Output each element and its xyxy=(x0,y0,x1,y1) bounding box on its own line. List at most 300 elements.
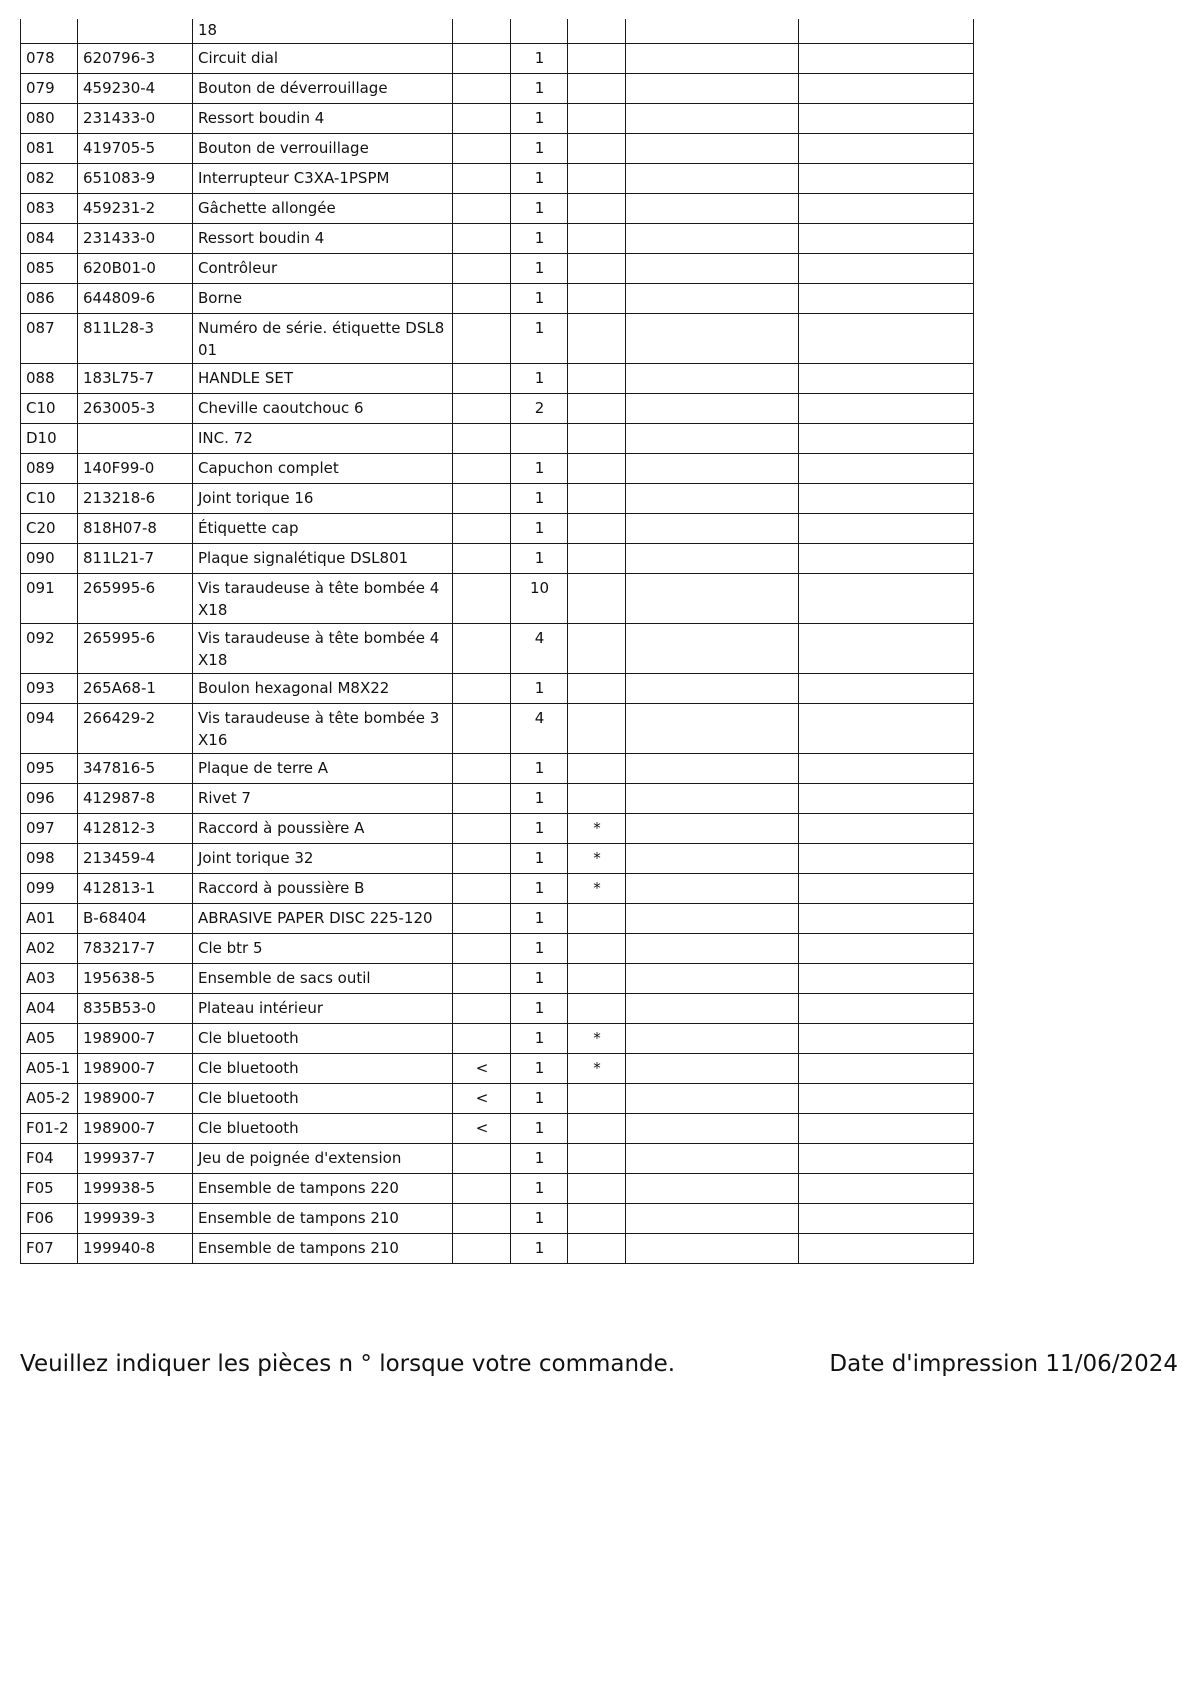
note-mark-cell xyxy=(568,1113,626,1143)
reference-cell: 412987-8 xyxy=(78,783,193,813)
reference-cell: 213459-4 xyxy=(78,843,193,873)
print-date: Date d'impression 11/06/2024 xyxy=(829,1351,1178,1377)
table-row xyxy=(21,1053,974,1083)
reference-cell: 783217-7 xyxy=(78,933,193,963)
empty-cell xyxy=(626,423,799,453)
empty-cell xyxy=(799,673,974,703)
part-number-cell: 081 xyxy=(21,133,78,163)
description-cell: Raccord à poussière A xyxy=(193,813,453,843)
description-cell: Plaque signalétique DSL801 xyxy=(193,543,453,573)
part-number-cell: A02 xyxy=(21,933,78,963)
empty-cell xyxy=(626,813,799,843)
empty-cell xyxy=(626,933,799,963)
empty-cell xyxy=(626,453,799,483)
note-mark-cell: * xyxy=(568,1053,626,1083)
empty-cell xyxy=(799,73,974,103)
description-cell: INC. 72 xyxy=(193,423,453,453)
empty-cell xyxy=(799,903,974,933)
part-number-cell: 088 xyxy=(21,363,78,393)
quantity-cell: 1 xyxy=(511,223,568,253)
note-mark-cell xyxy=(568,453,626,483)
part-number-cell: 091 xyxy=(21,573,78,623)
empty-cell xyxy=(799,873,974,903)
quantity-cell: 1 xyxy=(511,993,568,1023)
empty-cell xyxy=(799,1113,974,1143)
empty-cell xyxy=(799,423,974,453)
quantity-cell: 4 xyxy=(511,623,568,673)
quantity-cell: 1 xyxy=(511,483,568,513)
table-row xyxy=(21,283,974,313)
part-number-cell: F06 xyxy=(21,1203,78,1233)
description-cell: Vis taraudeuse à tête bombée 3X16 xyxy=(193,703,453,753)
substitution-cell xyxy=(453,783,511,813)
note-mark-cell xyxy=(568,133,626,163)
quantity-cell: 1 xyxy=(511,133,568,163)
part-number-cell: 087 xyxy=(21,313,78,363)
empty-cell xyxy=(799,163,974,193)
empty-cell xyxy=(799,223,974,253)
description-cell: Bouton de verrouillage xyxy=(193,133,453,163)
note-mark-cell xyxy=(568,163,626,193)
table-row xyxy=(21,133,974,163)
description-cell: Vis taraudeuse à tête bombée 4X18 xyxy=(193,623,453,673)
substitution-cell xyxy=(453,873,511,903)
note-mark-cell xyxy=(568,19,626,43)
note-mark-cell xyxy=(568,1203,626,1233)
reference-cell: 651083-9 xyxy=(78,163,193,193)
empty-cell xyxy=(799,843,974,873)
part-number-cell: D10 xyxy=(21,423,78,453)
empty-cell xyxy=(799,133,974,163)
substitution-cell xyxy=(453,1233,511,1263)
empty-cell xyxy=(626,1233,799,1263)
table-row xyxy=(21,753,974,783)
quantity-cell: 4 xyxy=(511,703,568,753)
substitution-cell xyxy=(453,1023,511,1053)
reference-cell: 195638-5 xyxy=(78,963,193,993)
empty-cell xyxy=(626,1053,799,1083)
empty-cell xyxy=(626,483,799,513)
part-number-cell: 096 xyxy=(21,783,78,813)
description-cell: Ensemble de sacs outil xyxy=(193,963,453,993)
quantity-cell: 1 xyxy=(511,813,568,843)
table-row xyxy=(21,393,974,423)
part-number-cell: C20 xyxy=(21,513,78,543)
substitution-cell xyxy=(453,903,511,933)
empty-cell xyxy=(626,19,799,43)
table-row xyxy=(21,453,974,483)
note-mark-cell: * xyxy=(568,843,626,873)
quantity-cell: 1 xyxy=(511,283,568,313)
reference-cell: 199939-3 xyxy=(78,1203,193,1233)
reference-cell: 811L28-3 xyxy=(78,313,193,363)
description-cell: Cle bluetooth xyxy=(193,1023,453,1053)
note-mark-cell: * xyxy=(568,873,626,903)
reference-cell: 620B01-0 xyxy=(78,253,193,283)
note-mark-cell xyxy=(568,43,626,73)
reference-cell: 459230-4 xyxy=(78,73,193,103)
empty-cell xyxy=(626,783,799,813)
quantity-cell: 1 xyxy=(511,1203,568,1233)
empty-cell xyxy=(799,43,974,73)
note-mark-cell xyxy=(568,993,626,1023)
empty-cell xyxy=(799,1083,974,1113)
note-mark-cell xyxy=(568,573,626,623)
note-mark-cell xyxy=(568,73,626,103)
note-mark-cell xyxy=(568,513,626,543)
empty-cell xyxy=(626,753,799,783)
table-row xyxy=(21,73,974,103)
description-cell: Gâchette allongée xyxy=(193,193,453,223)
table-row xyxy=(21,253,974,283)
empty-cell xyxy=(799,703,974,753)
description-cell: Étiquette cap xyxy=(193,513,453,543)
substitution-cell xyxy=(453,193,511,223)
empty-cell xyxy=(799,283,974,313)
part-number-cell: 099 xyxy=(21,873,78,903)
substitution-cell: < xyxy=(453,1113,511,1143)
part-number-cell: 080 xyxy=(21,103,78,133)
quantity-cell: 1 xyxy=(511,933,568,963)
reference-cell: 265A68-1 xyxy=(78,673,193,703)
note-mark-cell xyxy=(568,703,626,753)
empty-cell xyxy=(799,543,974,573)
reference-cell: 412812-3 xyxy=(78,813,193,843)
note-mark-cell xyxy=(568,1233,626,1263)
table-row xyxy=(21,483,974,513)
part-number-cell: 078 xyxy=(21,43,78,73)
empty-cell xyxy=(626,1143,799,1173)
quantity-cell: 1 xyxy=(511,753,568,783)
reference-cell: 213218-6 xyxy=(78,483,193,513)
note-mark-cell xyxy=(568,223,626,253)
part-number-cell: 094 xyxy=(21,703,78,753)
reference-cell: 265995-6 xyxy=(78,573,193,623)
substitution-cell xyxy=(453,1173,511,1203)
quantity-cell: 1 xyxy=(511,1143,568,1173)
empty-cell xyxy=(799,483,974,513)
empty-cell xyxy=(799,1173,974,1203)
empty-cell xyxy=(626,873,799,903)
note-mark-cell xyxy=(568,903,626,933)
quantity-cell: 1 xyxy=(511,903,568,933)
description-cell: Jeu de poignée d'extension xyxy=(193,1143,453,1173)
part-number-cell: F04 xyxy=(21,1143,78,1173)
quantity-cell: 10 xyxy=(511,573,568,623)
empty-cell xyxy=(626,253,799,283)
quantity-cell: 1 xyxy=(511,1023,568,1053)
table-row xyxy=(21,703,974,753)
description-cell: Contrôleur xyxy=(193,253,453,283)
reference-cell: 459231-2 xyxy=(78,193,193,223)
substitution-cell xyxy=(453,573,511,623)
reference-cell: 231433-0 xyxy=(78,223,193,253)
table-row xyxy=(21,423,974,453)
part-number-cell: 082 xyxy=(21,163,78,193)
empty-cell xyxy=(799,313,974,363)
reference-cell: 266429-2 xyxy=(78,703,193,753)
reference-cell: 263005-3 xyxy=(78,393,193,423)
note-mark-cell xyxy=(568,753,626,783)
table-row xyxy=(21,873,974,903)
part-number-cell: A05-1 xyxy=(21,1053,78,1083)
quantity-cell: 1 xyxy=(511,453,568,483)
table-row xyxy=(21,813,974,843)
substitution-cell xyxy=(453,513,511,543)
quantity-cell: 1 xyxy=(511,1053,568,1083)
empty-cell xyxy=(799,623,974,673)
note-mark-cell xyxy=(568,193,626,223)
substitution-cell xyxy=(453,453,511,483)
empty-cell xyxy=(799,19,974,43)
description-cell: Ensemble de tampons 210 xyxy=(193,1203,453,1233)
empty-cell xyxy=(799,363,974,393)
table-row xyxy=(21,1083,974,1113)
table-row xyxy=(21,313,974,363)
substitution-cell xyxy=(453,1143,511,1173)
empty-cell xyxy=(799,513,974,543)
empty-cell xyxy=(799,963,974,993)
empty-cell xyxy=(626,543,799,573)
empty-cell xyxy=(626,1023,799,1053)
substitution-cell: < xyxy=(453,1083,511,1113)
quantity-cell: 1 xyxy=(511,363,568,393)
part-number-cell: C10 xyxy=(21,483,78,513)
description-cell: Bouton de déverrouillage xyxy=(193,73,453,103)
part-number-cell: 086 xyxy=(21,283,78,313)
substitution-cell xyxy=(453,103,511,133)
empty-cell xyxy=(626,1113,799,1143)
empty-cell xyxy=(626,283,799,313)
substitution-cell xyxy=(453,253,511,283)
part-number-cell: 085 xyxy=(21,253,78,283)
empty-cell xyxy=(626,1173,799,1203)
substitution-cell xyxy=(453,753,511,783)
empty-cell xyxy=(799,573,974,623)
substitution-cell xyxy=(453,483,511,513)
part-number-cell: 098 xyxy=(21,843,78,873)
description-cell: Vis taraudeuse à tête bombée 4X18 xyxy=(193,573,453,623)
note-mark-cell xyxy=(568,1083,626,1113)
parts-table-body xyxy=(21,19,974,1263)
table-row xyxy=(21,783,974,813)
table-row xyxy=(21,623,974,673)
note-mark-cell xyxy=(568,673,626,703)
empty-cell xyxy=(626,193,799,223)
quantity-cell: 1 xyxy=(511,873,568,903)
empty-cell xyxy=(799,993,974,1023)
empty-cell xyxy=(799,103,974,133)
reference-cell: 198900-7 xyxy=(78,1053,193,1083)
description-cell: Plateau intérieur xyxy=(193,993,453,1023)
quantity-cell xyxy=(511,19,568,43)
empty-cell xyxy=(799,453,974,483)
table-row xyxy=(21,1233,974,1263)
description-cell: Raccord à poussière B xyxy=(193,873,453,903)
empty-cell xyxy=(626,1083,799,1113)
substitution-cell xyxy=(453,43,511,73)
description-cell: Rivet 7 xyxy=(193,783,453,813)
substitution-cell xyxy=(453,163,511,193)
table-row xyxy=(21,19,974,43)
empty-cell xyxy=(626,673,799,703)
empty-cell xyxy=(799,253,974,283)
note-mark-cell xyxy=(568,313,626,363)
description-cell: Boulon hexagonal M8X22 xyxy=(193,673,453,703)
description-cell: Cle bluetooth xyxy=(193,1083,453,1113)
quantity-cell: 1 xyxy=(511,1233,568,1263)
note-mark-cell xyxy=(568,253,626,283)
reference-cell: 199937-7 xyxy=(78,1143,193,1173)
empty-cell xyxy=(799,1053,974,1083)
table-row xyxy=(21,103,974,133)
quantity-cell: 1 xyxy=(511,163,568,193)
note-mark-cell xyxy=(568,393,626,423)
table-row xyxy=(21,363,974,393)
description-cell: Joint torique 32 xyxy=(193,843,453,873)
table-row xyxy=(21,843,974,873)
substitution-cell xyxy=(453,963,511,993)
empty-cell xyxy=(799,1143,974,1173)
part-number-cell: A01 xyxy=(21,903,78,933)
part-number-cell: 083 xyxy=(21,193,78,223)
note-mark-cell xyxy=(568,783,626,813)
note-mark-cell xyxy=(568,543,626,573)
part-number-cell: 079 xyxy=(21,73,78,103)
substitution-cell xyxy=(453,423,511,453)
reference-cell: 199940-8 xyxy=(78,1233,193,1263)
table-row xyxy=(21,1203,974,1233)
part-number-cell: A03 xyxy=(21,963,78,993)
reference-cell: 140F99-0 xyxy=(78,453,193,483)
quantity-cell: 1 xyxy=(511,43,568,73)
part-number-cell: F05 xyxy=(21,1173,78,1203)
substitution-cell xyxy=(453,73,511,103)
substitution-cell xyxy=(453,933,511,963)
note-mark-cell xyxy=(568,363,626,393)
empty-cell xyxy=(626,133,799,163)
substitution-cell xyxy=(453,393,511,423)
quantity-cell: 1 xyxy=(511,1173,568,1203)
substitution-cell xyxy=(453,843,511,873)
substitution-cell: < xyxy=(453,1053,511,1083)
description-cell: 18 xyxy=(193,19,453,43)
order-instruction-note: Veuillez indiquer les pièces n ° lorsque votre commande. xyxy=(20,1351,676,1377)
reference-cell: 198900-7 xyxy=(78,1023,193,1053)
quantity-cell: 1 xyxy=(511,313,568,363)
description-cell: Cle bluetooth xyxy=(193,1113,453,1143)
note-mark-cell: * xyxy=(568,1023,626,1053)
table-row xyxy=(21,903,974,933)
description-cell: Interrupteur C3XA-1PSPM xyxy=(193,163,453,193)
quantity-cell: 1 xyxy=(511,253,568,283)
part-number-cell: F07 xyxy=(21,1233,78,1263)
part-number-cell: 095 xyxy=(21,753,78,783)
description-cell: Joint torique 16 xyxy=(193,483,453,513)
quantity-cell: 1 xyxy=(511,673,568,703)
table-row xyxy=(21,963,974,993)
quantity-cell: 2 xyxy=(511,393,568,423)
substitution-cell xyxy=(453,223,511,253)
substitution-cell xyxy=(453,703,511,753)
substitution-cell xyxy=(453,133,511,163)
empty-cell xyxy=(799,1023,974,1053)
table-row xyxy=(21,163,974,193)
substitution-cell xyxy=(453,19,511,43)
description-cell: Capuchon complet xyxy=(193,453,453,483)
note-mark-cell xyxy=(568,623,626,673)
reference-cell xyxy=(78,19,193,43)
table-row xyxy=(21,43,974,73)
part-number-cell: 089 xyxy=(21,453,78,483)
empty-cell xyxy=(626,513,799,543)
reference-cell: 347816-5 xyxy=(78,753,193,783)
part-number-cell: 093 xyxy=(21,673,78,703)
substitution-cell xyxy=(453,623,511,673)
empty-cell xyxy=(626,703,799,753)
part-number-cell: A04 xyxy=(21,993,78,1023)
empty-cell xyxy=(626,73,799,103)
description-cell: Borne xyxy=(193,283,453,313)
part-number-cell xyxy=(21,19,78,43)
part-number-cell: 097 xyxy=(21,813,78,843)
description-cell: Circuit dial xyxy=(193,43,453,73)
reference-cell: 183L75-7 xyxy=(78,363,193,393)
empty-cell xyxy=(799,753,974,783)
part-number-cell: C10 xyxy=(21,393,78,423)
empty-cell xyxy=(626,223,799,253)
empty-cell xyxy=(626,623,799,673)
reference-cell: 412813-1 xyxy=(78,873,193,903)
note-mark-cell xyxy=(568,933,626,963)
note-mark-cell xyxy=(568,283,626,313)
reference-cell: 419705-5 xyxy=(78,133,193,163)
description-cell: Cle bluetooth xyxy=(193,1053,453,1083)
quantity-cell: 1 xyxy=(511,103,568,133)
description-cell: Ensemble de tampons 220 xyxy=(193,1173,453,1203)
substitution-cell xyxy=(453,543,511,573)
parts-table xyxy=(20,19,974,1264)
quantity-cell: 1 xyxy=(511,193,568,223)
empty-cell xyxy=(626,313,799,363)
description-cell: Numéro de série. étiquette DSL801 xyxy=(193,313,453,363)
part-number-cell: 092 xyxy=(21,623,78,673)
substitution-cell xyxy=(453,813,511,843)
description-cell: Ensemble de tampons 210 xyxy=(193,1233,453,1263)
note-mark-cell xyxy=(568,483,626,513)
part-number-cell: 084 xyxy=(21,223,78,253)
quantity-cell: 1 xyxy=(511,513,568,543)
substitution-cell xyxy=(453,363,511,393)
note-mark-cell xyxy=(568,1173,626,1203)
empty-cell xyxy=(626,363,799,393)
reference-cell: 198900-7 xyxy=(78,1083,193,1113)
table-row xyxy=(21,673,974,703)
reference-cell: 198900-7 xyxy=(78,1113,193,1143)
table-row xyxy=(21,573,974,623)
substitution-cell xyxy=(453,993,511,1023)
empty-cell xyxy=(626,903,799,933)
table-row xyxy=(21,223,974,253)
quantity-cell: 1 xyxy=(511,963,568,993)
reference-cell: 265995-6 xyxy=(78,623,193,673)
table-row xyxy=(21,1173,974,1203)
table-row xyxy=(21,933,974,963)
quantity-cell: 1 xyxy=(511,543,568,573)
quantity-cell xyxy=(511,423,568,453)
reference-cell xyxy=(78,423,193,453)
reference-cell: 620796-3 xyxy=(78,43,193,73)
